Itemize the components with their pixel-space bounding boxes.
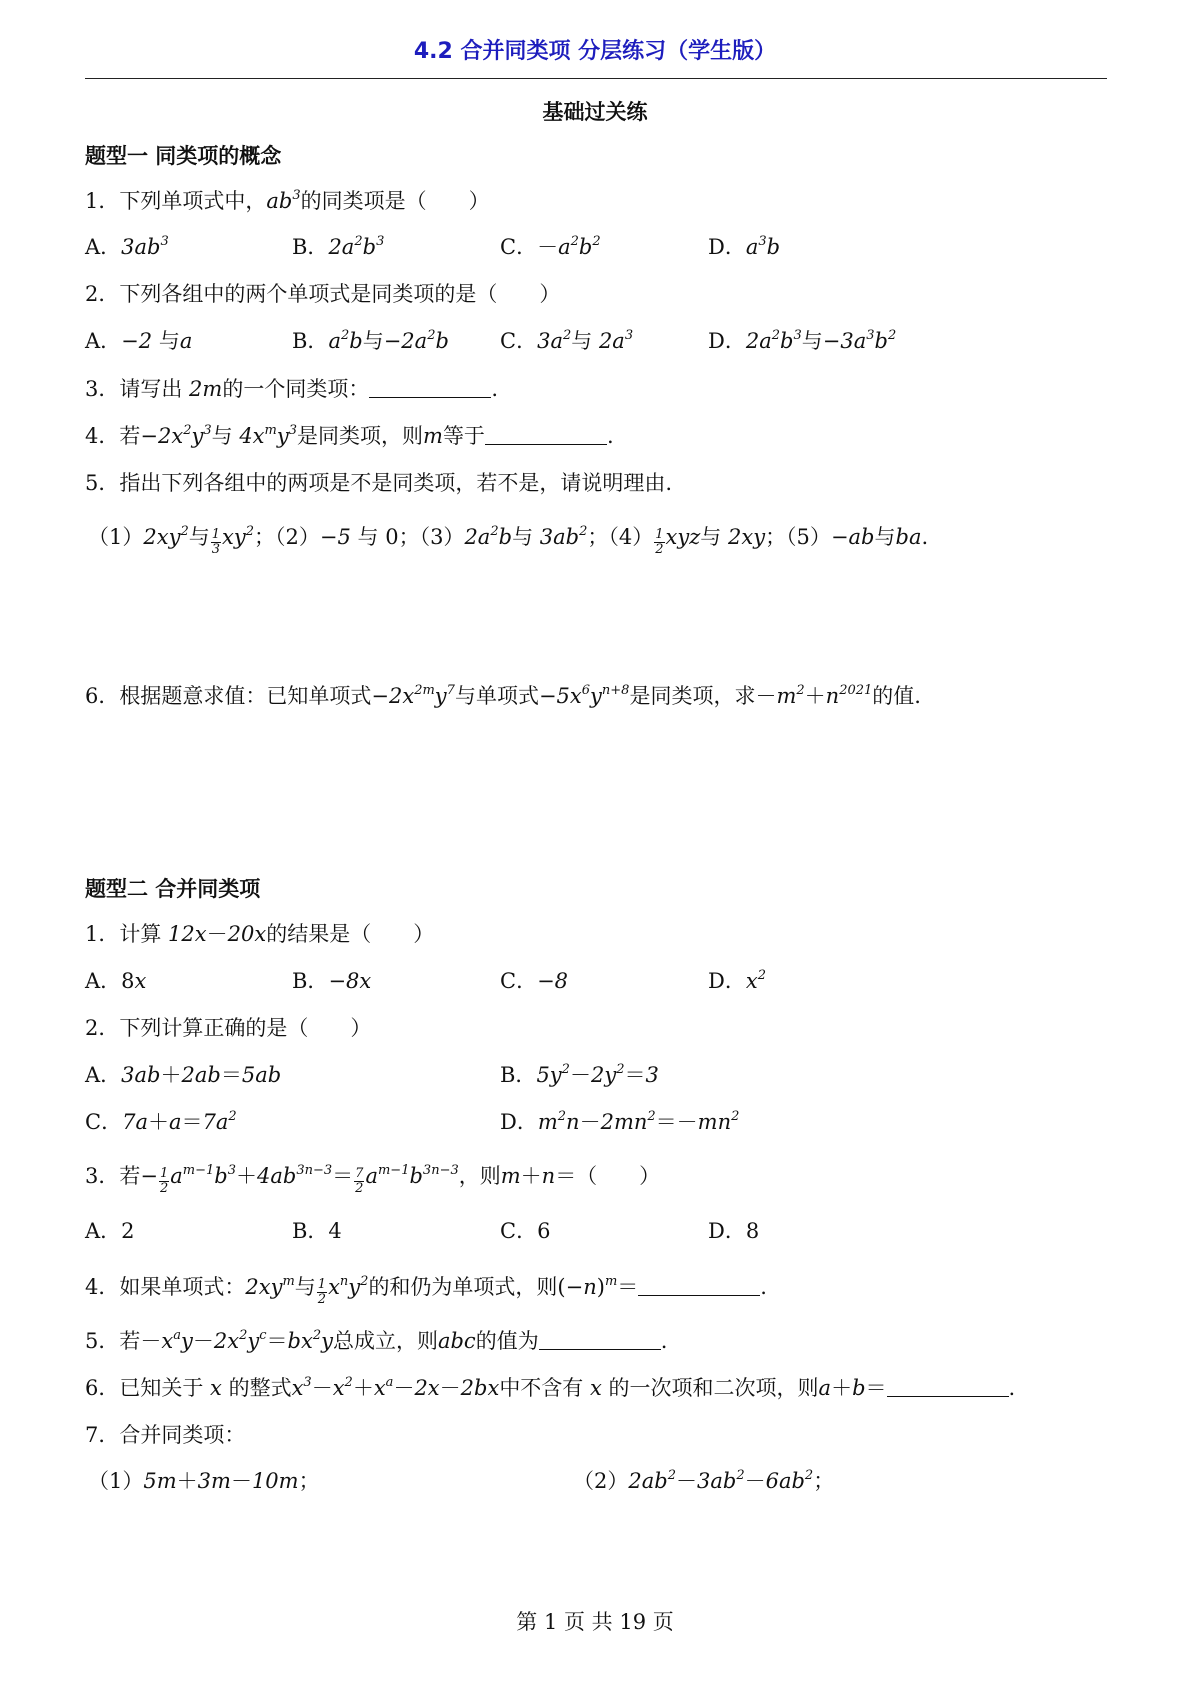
type2-q2-option-c: C．$7a+a=7a^2$	[85, 1109, 237, 1134]
type2-q1-option-a: A．8x	[85, 969, 147, 993]
type2-q5: 5．若$-x^ay-2x^2y^c=bx^2y$总成立，则abc的值为 .	[85, 1328, 668, 1353]
type1-q3: 3．请写出 2m的一个同类项： .	[85, 377, 499, 401]
type2-q3: 3．若− $\frac{1}{2}$ $a^{m-1}b^3+4ab^{3n-3}=$ $\frac{7}{2}$ $a^{m-1}b^{3n-3}$，则m＋n＝（ ）	[85, 1163, 661, 1196]
title-divider	[85, 78, 1107, 79]
type2-heading: 题型二 合并同类项	[85, 877, 261, 901]
type1-q2-option-c: C．$3a^2$与 $2a^3$	[500, 328, 634, 353]
answer-blank[interactable]	[539, 1331, 661, 1350]
section-heading: 基础过关练	[542, 100, 648, 124]
type2-q6: 6．已知关于 x 的整式$x^3-x^2+x^a-2x-2bx$中不含有 x 的一次项和二次项，则a＋b＝ .	[85, 1375, 1016, 1400]
type2-q7-sub1: （1）5m＋3m－10m；	[88, 1469, 320, 1493]
type1-q1-option-a: A．$3ab^3$	[85, 234, 169, 259]
type2-q2-option-a: A．3ab＋2ab＝5ab	[85, 1063, 282, 1087]
page-footer: 第 1 页 共 19 页	[516, 1610, 674, 1634]
type1-q5: 5．指出下列各组中的两项是不是同类项，若不是，请说明理由.	[85, 471, 673, 495]
answer-blank[interactable]	[638, 1277, 760, 1296]
type2-q3-option-c: C．6	[500, 1219, 551, 1243]
type2-q4: 4．如果单项式：$2xy^m$与 $\frac{1}{2}$ $x^ny^2$的和仍为单项式，则$(-n)^m=$ .	[85, 1274, 767, 1307]
type1-q2-option-b: B．$a^2b$与$-2a^2b$	[292, 328, 449, 353]
type1-q4: 4．若$-2x^2y^3$与 $4x^my^3$是同类项，则m等于 .	[85, 423, 614, 448]
type2-q7: 7．合并同类项：	[85, 1423, 246, 1447]
type1-q2: 2．下列各组中的两个单项式是同类项的是（ ）	[85, 282, 561, 306]
type2-q3-option-b: B．4	[292, 1219, 342, 1243]
type2-q7-sub2: $(2)2ab^2-3ab^2-6ab^2$；	[573, 1468, 835, 1493]
type2-q2-option-b: B．$5y^2-2y^2=3$	[500, 1062, 659, 1087]
type2-q1-option-c: C．−8	[500, 969, 569, 993]
type1-q2-option-a: A．−2 与a	[85, 329, 193, 353]
answer-blank[interactable]	[485, 426, 607, 445]
type1-q1: 1．下列单项式中，$ab^3$的同类项是（ ）	[85, 188, 490, 213]
type2-q2-option-d: D．$m^2n-2mn^2=-mn^2$	[500, 1109, 740, 1134]
type1-q1-option-c: C．$-a^2b^2$	[500, 234, 601, 259]
type2-q1-option-b: B．−8x	[292, 969, 372, 993]
type1-q5-subitems: $(1)2xy^2$与 $\frac{1}{3}$ $xy^2$；（2）−5 与 0；$(3)2a^2b$与 $3ab^2$；（4） $\frac{1}{2}$ xyz与 2xy；（5）−ab与ba.	[88, 524, 929, 557]
answer-blank[interactable]	[887, 1378, 1009, 1397]
document-title: 4.2 合并同类项 分层练习（学生版）	[413, 39, 777, 64]
type1-q1-option-d: D．$a^3b$	[708, 234, 781, 259]
answer-blank[interactable]	[369, 379, 491, 398]
type1-q2-option-d: D．$2a^2b^3$与$-3a^3b^2$	[708, 328, 897, 353]
type2-q1: 1．计算 12x－20x的结果是（ ）	[85, 922, 435, 946]
type1-heading: 题型一 同类项的概念	[85, 144, 282, 168]
type2-q2: 2．下列计算正确的是（ ）	[85, 1016, 372, 1040]
type2-q3-option-d: D．8	[708, 1219, 760, 1243]
type1-q6: 6．根据题意求值：已知单项式$-2x^{2m}y^7$与单项式$-5x^6y^{n+8}$是同类项，求$-m^2+n^{2021}$的值.	[85, 683, 921, 708]
type2-q1-option-d: D．$x^2$	[708, 968, 766, 993]
type2-q3-option-a: A．2	[85, 1219, 135, 1243]
type1-q1-option-b: B．$2a^2b^3$	[292, 234, 385, 259]
